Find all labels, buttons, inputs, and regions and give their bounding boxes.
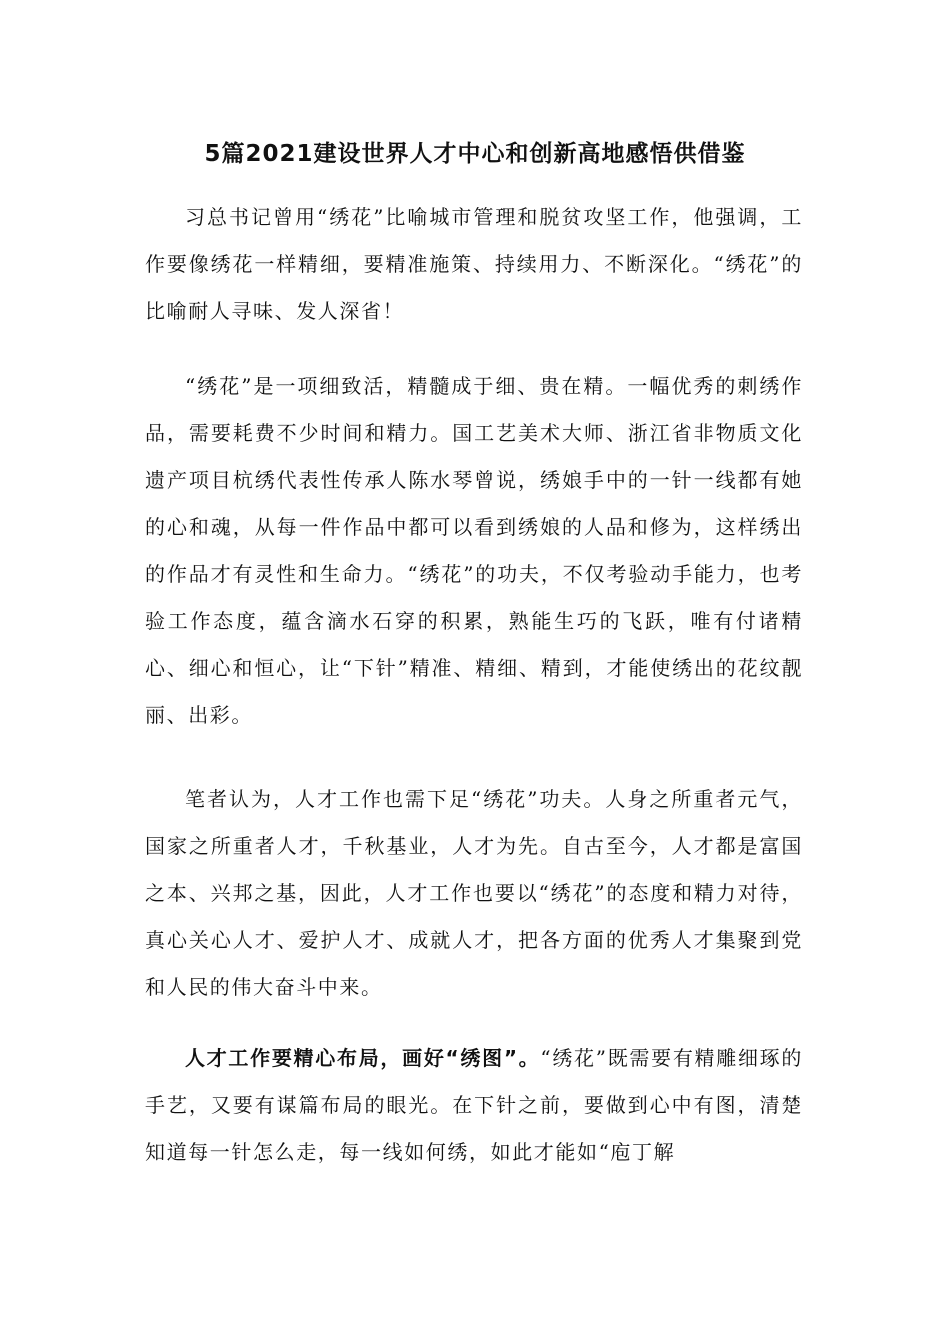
paragraph-1-text: 习总书记曾用“绣花”比喻城市管理和脱贫攻坚工作，他强调，工作要像绣花一样精细，要精准施策、持续用力、不断深化。“绣花”的比喻耐人寻味、发人深省！	[145, 205, 803, 323]
document-title: 5篇2021建设世界人才中心和创新高地感悟供借鉴	[204, 141, 746, 167]
paragraph-4-lead: 人才工作要精心布局，画好“绣图”。	[185, 1046, 541, 1070]
paragraph-3-text: 笔者认为，人才工作也需下足“绣花”功夫。人身之所重者元气，国家之所重者人才，千秋基业，人才为先。自古至今，人才都是富国之本、兴邦之基，因此，人才工作也要以“绣花”的态度和精力对待，真心关心人才、爱护人才、成就人才，把各方面的优秀人才集聚到党和人民的伟大奋斗中来。	[145, 787, 803, 999]
paragraph-2-text: “绣花”是一项细致活，精髓成于细、贵在精。一幅优秀的刺绣作品，需要耗费不少时间和精力。国工艺美术大师、浙江省非物质文化遗产项目杭绣代表性传承人陈水琴曾说，绣娘手中的一针一线都有她的心和魂，从每一件作品中都可以看到绣娘的人品和修为，这样绣出的作品才有灵性和生命力。“绣花”的功夫，不仅考验动手能力，也考验工作态度，蕴含滴水石穿的积累，熟能生巧的飞跃，唯有付诸精心、细心和恒心，让“下针”精准、精细、精到，才能使绣出的花纹靓丽、出彩。	[145, 374, 803, 727]
paragraph-3	[145, 776, 803, 1011]
paragraph-2	[145, 363, 803, 739]
paragraph-4-text: “绣花”既需要有精雕细琢的手艺，又要有谋篇布局的眼光。在下针之前，要做到心中有图，清楚知道每一针怎么走，每一线如何绣，如此才能如“庖丁解	[145, 1046, 804, 1164]
paragraph-1	[145, 194, 803, 335]
paragraph-4	[145, 1035, 803, 1176]
